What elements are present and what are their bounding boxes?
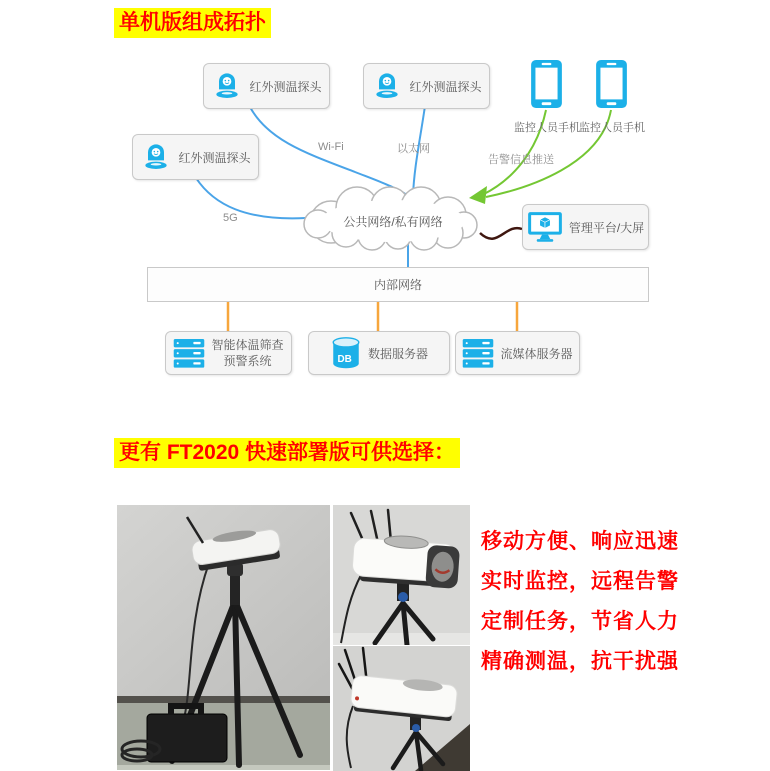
feature-line: 实时监控，远程告警	[481, 570, 679, 593]
node-media-server	[455, 331, 580, 375]
data-server-label: 数据服务器	[367, 346, 428, 361]
section1-title: 单机版组成拓扑	[114, 8, 271, 38]
warning-system-label	[211, 337, 283, 369]
media-server-label: 流媒体服务器	[500, 346, 573, 361]
probe-label: 红外测温探头	[249, 79, 322, 94]
node-platform	[522, 204, 649, 250]
warning-system-line1: 智能体温筛查	[211, 337, 284, 352]
photo-device-tripod-room-art	[117, 505, 330, 770]
node-phone-1	[530, 59, 563, 114]
photo-device-closeup-front-art	[333, 505, 470, 645]
alarm-arrowhead	[469, 186, 487, 204]
server-rack-icon	[462, 338, 494, 369]
feature-text-block	[481, 522, 679, 682]
smartphone-icon	[530, 59, 563, 109]
database-icon	[330, 336, 362, 370]
photo-device-closeup-side	[333, 646, 470, 771]
feature-line: 精确测温，抗干扰强	[481, 650, 679, 673]
node-probe-3	[132, 134, 259, 180]
node-data-server	[308, 331, 450, 375]
photo-device-closeup-front	[333, 505, 470, 645]
server-links-orange	[228, 300, 517, 331]
dome-camera-icon	[211, 70, 243, 102]
dome-camera-icon	[140, 141, 172, 173]
probe-label: 红外测温探头	[178, 150, 251, 165]
photo-device-closeup-side-art	[333, 646, 470, 771]
probe-label: 红外测温探头	[409, 79, 482, 94]
node-phone-2	[595, 59, 628, 114]
alarm-push-label: 告警信息推送	[488, 154, 554, 166]
wifi-label: Wi-Fi	[318, 141, 344, 153]
monitor-cube-icon	[527, 211, 563, 244]
platform-link-line	[480, 228, 522, 239]
node-probe-2	[363, 63, 490, 109]
internal-network-label: 内部网络	[373, 278, 422, 292]
fiveg-link-line	[196, 178, 306, 218]
feature-line: 定制任务，节省人力	[481, 610, 679, 633]
node-probe-1	[203, 63, 330, 109]
phone-label: 监控人员手机	[579, 122, 645, 134]
internal-network-bar	[147, 267, 649, 302]
photo-device-tripod-room	[117, 505, 330, 770]
smartphone-icon	[595, 59, 628, 109]
feature-line: 移动方便、响应迅速	[481, 530, 679, 553]
phone-label: 监控人员手机	[514, 122, 580, 134]
warning-system-line2: 预警系统	[223, 354, 272, 368]
section2-title: 更有 FT2020 快速部署版可供选择：	[114, 438, 460, 468]
platform-label: 管理平台/大屏	[568, 220, 645, 235]
dome-camera-icon	[371, 70, 403, 102]
server-rack-icon	[173, 338, 205, 369]
node-warning-system	[165, 331, 292, 375]
ethernet-label: 以太网	[397, 143, 430, 155]
db-icon-text: DB	[337, 354, 352, 366]
cloud-label: 公共网络/私有网络	[343, 215, 443, 229]
fiveg-label: 5G	[223, 212, 238, 224]
